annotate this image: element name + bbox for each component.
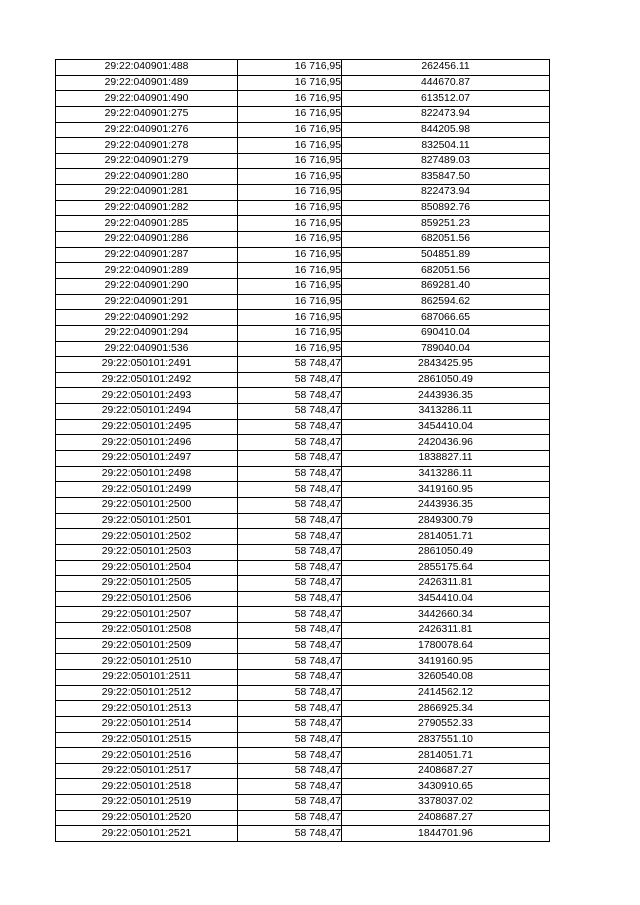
cadastral-number-cell: 29:22:050101:2514 bbox=[56, 716, 238, 732]
cadastral-value-cell: 844205.98 bbox=[342, 122, 550, 138]
table-row bbox=[56, 716, 550, 732]
cadastral-number-cell: 29:22:050101:2508 bbox=[56, 623, 238, 639]
cadastral-value-cell: 3378037.02 bbox=[342, 795, 550, 811]
cadastral-value-cell: 3430910.65 bbox=[342, 779, 550, 795]
area-cell: 58 748,47 bbox=[238, 529, 342, 545]
table-row bbox=[56, 169, 550, 185]
cadastral-value-cell: 504851.89 bbox=[342, 247, 550, 263]
table-row bbox=[56, 153, 550, 169]
cadastral-value-cell: 2414562.12 bbox=[342, 685, 550, 701]
cadastral-number-cell: 29:22:040901:285 bbox=[56, 216, 238, 232]
area-cell: 16 716,95 bbox=[238, 75, 342, 91]
cadastral-number-cell: 29:22:040901:294 bbox=[56, 325, 238, 341]
cadastral-value-cell: 1780078.64 bbox=[342, 638, 550, 654]
table-row bbox=[56, 685, 550, 701]
area-cell: 58 748,47 bbox=[238, 435, 342, 451]
table-row bbox=[56, 341, 550, 357]
area-cell: 16 716,95 bbox=[238, 341, 342, 357]
cadastral-number-cell: 29:22:050101:2504 bbox=[56, 560, 238, 576]
cadastral-number-cell: 29:22:050101:2520 bbox=[56, 810, 238, 826]
cadastral-number-cell: 29:22:050101:2496 bbox=[56, 435, 238, 451]
cadastral-number-cell: 29:22:040901:292 bbox=[56, 310, 238, 326]
table-body bbox=[56, 60, 550, 842]
area-cell: 58 748,47 bbox=[238, 466, 342, 482]
table-row bbox=[56, 451, 550, 467]
cadastral-number-cell: 29:22:050101:2519 bbox=[56, 795, 238, 811]
table-row bbox=[56, 826, 550, 842]
table-row bbox=[56, 763, 550, 779]
cadastral-number-cell: 29:22:050101:2500 bbox=[56, 497, 238, 513]
table-row bbox=[56, 325, 550, 341]
table-row bbox=[56, 122, 550, 138]
cadastral-number-cell: 29:22:050101:2515 bbox=[56, 732, 238, 748]
cadastral-number-cell: 29:22:040901:290 bbox=[56, 278, 238, 294]
cadastral-value-table bbox=[55, 59, 550, 842]
area-cell: 58 748,47 bbox=[238, 560, 342, 576]
area-cell: 58 748,47 bbox=[238, 795, 342, 811]
cadastral-value-cell: 3413286.11 bbox=[342, 466, 550, 482]
area-cell: 16 716,95 bbox=[238, 169, 342, 185]
cadastral-value-cell: 2408687.27 bbox=[342, 810, 550, 826]
cadastral-number-cell: 29:22:040901:291 bbox=[56, 294, 238, 310]
table-row bbox=[56, 732, 550, 748]
table-row bbox=[56, 748, 550, 764]
table-row bbox=[56, 138, 550, 154]
cadastral-number-cell: 29:22:040901:281 bbox=[56, 185, 238, 201]
table-row bbox=[56, 200, 550, 216]
cadastral-value-cell: 835847.50 bbox=[342, 169, 550, 185]
area-cell: 58 748,47 bbox=[238, 576, 342, 592]
table-row bbox=[56, 591, 550, 607]
table-row bbox=[56, 466, 550, 482]
area-cell: 16 716,95 bbox=[238, 60, 342, 76]
table-row bbox=[56, 372, 550, 388]
area-cell: 16 716,95 bbox=[238, 278, 342, 294]
area-cell: 58 748,47 bbox=[238, 607, 342, 623]
cadastral-number-cell: 29:22:040901:280 bbox=[56, 169, 238, 185]
cadastral-number-cell: 29:22:040901:287 bbox=[56, 247, 238, 263]
cadastral-value-cell: 2849300.79 bbox=[342, 513, 550, 529]
cadastral-value-cell: 2861050.49 bbox=[342, 372, 550, 388]
area-cell: 16 716,95 bbox=[238, 247, 342, 263]
area-cell: 16 716,95 bbox=[238, 310, 342, 326]
cadastral-value-cell: 822473.94 bbox=[342, 185, 550, 201]
cadastral-value-cell: 2408687.27 bbox=[342, 763, 550, 779]
cadastral-value-cell: 3419160.95 bbox=[342, 654, 550, 670]
cadastral-number-cell: 29:22:050101:2493 bbox=[56, 388, 238, 404]
cadastral-value-cell: 2855175.64 bbox=[342, 560, 550, 576]
cadastral-number-cell: 29:22:050101:2516 bbox=[56, 748, 238, 764]
area-cell: 58 748,47 bbox=[238, 779, 342, 795]
area-cell: 16 716,95 bbox=[238, 122, 342, 138]
cadastral-number-cell: 29:22:040901:276 bbox=[56, 122, 238, 138]
table-row bbox=[56, 529, 550, 545]
cadastral-value-cell: 690410.04 bbox=[342, 325, 550, 341]
cadastral-number-cell: 29:22:040901:488 bbox=[56, 60, 238, 76]
cadastral-number-cell: 29:22:050101:2513 bbox=[56, 701, 238, 717]
area-cell: 58 748,47 bbox=[238, 544, 342, 560]
table-row bbox=[56, 513, 550, 529]
cadastral-value-cell: 444670.87 bbox=[342, 75, 550, 91]
area-cell: 58 748,47 bbox=[238, 732, 342, 748]
table-row bbox=[56, 623, 550, 639]
area-cell: 58 748,47 bbox=[238, 419, 342, 435]
table-row bbox=[56, 185, 550, 201]
table-row bbox=[56, 638, 550, 654]
cadastral-number-cell: 29:22:050101:2494 bbox=[56, 404, 238, 420]
cadastral-value-cell: 1844701.96 bbox=[342, 826, 550, 842]
cadastral-value-cell: 2420436.96 bbox=[342, 435, 550, 451]
cadastral-number-cell: 29:22:040901:279 bbox=[56, 153, 238, 169]
area-cell: 16 716,95 bbox=[238, 200, 342, 216]
cadastral-value-cell: 3442660.34 bbox=[342, 607, 550, 623]
cadastral-value-cell: 869281.40 bbox=[342, 278, 550, 294]
cadastral-number-cell: 29:22:040901:490 bbox=[56, 91, 238, 107]
area-cell: 58 748,47 bbox=[238, 357, 342, 373]
cadastral-number-cell: 29:22:050101:2509 bbox=[56, 638, 238, 654]
cadastral-number-cell: 29:22:050101:2492 bbox=[56, 372, 238, 388]
table-row bbox=[56, 278, 550, 294]
table-row bbox=[56, 669, 550, 685]
area-cell: 16 716,95 bbox=[238, 263, 342, 279]
table-row bbox=[56, 576, 550, 592]
cadastral-number-cell: 29:22:050101:2503 bbox=[56, 544, 238, 560]
area-cell: 58 748,47 bbox=[238, 404, 342, 420]
area-cell: 58 748,47 bbox=[238, 482, 342, 498]
area-cell: 16 716,95 bbox=[238, 91, 342, 107]
table-row bbox=[56, 560, 550, 576]
table-row bbox=[56, 607, 550, 623]
table-row bbox=[56, 310, 550, 326]
cadastral-number-cell: 29:22:050101:2507 bbox=[56, 607, 238, 623]
cadastral-number-cell: 29:22:050101:2498 bbox=[56, 466, 238, 482]
table-row bbox=[56, 357, 550, 373]
cadastral-value-cell: 822473.94 bbox=[342, 106, 550, 122]
area-cell: 16 716,95 bbox=[238, 232, 342, 248]
cadastral-value-cell: 613512.07 bbox=[342, 91, 550, 107]
cadastral-number-cell: 29:22:050101:2511 bbox=[56, 669, 238, 685]
area-cell: 58 748,47 bbox=[238, 372, 342, 388]
table-row bbox=[56, 232, 550, 248]
area-cell: 16 716,95 bbox=[238, 216, 342, 232]
cadastral-number-cell: 29:22:050101:2510 bbox=[56, 654, 238, 670]
cadastral-number-cell: 29:22:050101:2521 bbox=[56, 826, 238, 842]
cadastral-value-cell: 2843425.95 bbox=[342, 357, 550, 373]
cadastral-value-cell: 2790552.33 bbox=[342, 716, 550, 732]
table-row bbox=[56, 216, 550, 232]
cadastral-number-cell: 29:22:040901:275 bbox=[56, 106, 238, 122]
cadastral-number-cell: 29:22:040901:489 bbox=[56, 75, 238, 91]
cadastral-value-cell: 3413286.11 bbox=[342, 404, 550, 420]
cadastral-value-cell: 862594.62 bbox=[342, 294, 550, 310]
cadastral-number-cell: 29:22:050101:2497 bbox=[56, 451, 238, 467]
cadastral-number-cell: 29:22:050101:2512 bbox=[56, 685, 238, 701]
area-cell: 58 748,47 bbox=[238, 810, 342, 826]
table-row bbox=[56, 247, 550, 263]
cadastral-value-cell: 789040.04 bbox=[342, 341, 550, 357]
cadastral-value-cell: 2443936.35 bbox=[342, 497, 550, 513]
area-cell: 58 748,47 bbox=[238, 497, 342, 513]
area-cell: 58 748,47 bbox=[238, 513, 342, 529]
cadastral-value-cell: 2814051.71 bbox=[342, 748, 550, 764]
cadastral-number-cell: 29:22:050101:2501 bbox=[56, 513, 238, 529]
cadastral-value-cell: 859251.23 bbox=[342, 216, 550, 232]
area-cell: 16 716,95 bbox=[238, 138, 342, 154]
cadastral-number-cell: 29:22:050101:2502 bbox=[56, 529, 238, 545]
area-cell: 58 748,47 bbox=[238, 685, 342, 701]
cadastral-value-cell: 682051.56 bbox=[342, 263, 550, 279]
cadastral-number-cell: 29:22:040901:289 bbox=[56, 263, 238, 279]
table-row bbox=[56, 263, 550, 279]
cadastral-value-cell: 3419160.95 bbox=[342, 482, 550, 498]
cadastral-number-cell: 29:22:050101:2491 bbox=[56, 357, 238, 373]
cadastral-value-cell: 2443936.35 bbox=[342, 388, 550, 404]
area-cell: 16 716,95 bbox=[238, 153, 342, 169]
area-cell: 58 748,47 bbox=[238, 451, 342, 467]
cadastral-value-cell: 3454410.04 bbox=[342, 419, 550, 435]
area-cell: 16 716,95 bbox=[238, 294, 342, 310]
area-cell: 16 716,95 bbox=[238, 325, 342, 341]
cadastral-number-cell: 29:22:050101:2505 bbox=[56, 576, 238, 592]
table-row bbox=[56, 701, 550, 717]
cadastral-number-cell: 29:22:040901:286 bbox=[56, 232, 238, 248]
table-row bbox=[56, 404, 550, 420]
cadastral-value-cell: 687066.65 bbox=[342, 310, 550, 326]
table-row bbox=[56, 388, 550, 404]
area-cell: 16 716,95 bbox=[238, 106, 342, 122]
cadastral-number-cell: 29:22:040901:278 bbox=[56, 138, 238, 154]
area-cell: 58 748,47 bbox=[238, 669, 342, 685]
cadastral-value-cell: 2861050.49 bbox=[342, 544, 550, 560]
cadastral-value-cell: 3260540.08 bbox=[342, 669, 550, 685]
cadastral-number-cell: 29:22:040901:282 bbox=[56, 200, 238, 216]
area-cell: 58 748,47 bbox=[238, 701, 342, 717]
table-row bbox=[56, 60, 550, 76]
area-cell: 58 748,47 bbox=[238, 826, 342, 842]
cadastral-number-cell: 29:22:050101:2518 bbox=[56, 779, 238, 795]
cadastral-value-cell: 2837551.10 bbox=[342, 732, 550, 748]
cadastral-value-cell: 827489.03 bbox=[342, 153, 550, 169]
table-row bbox=[56, 810, 550, 826]
table-row bbox=[56, 435, 550, 451]
cadastral-number-cell: 29:22:050101:2506 bbox=[56, 591, 238, 607]
cadastral-value-cell: 850892.76 bbox=[342, 200, 550, 216]
table-row bbox=[56, 91, 550, 107]
area-cell: 58 748,47 bbox=[238, 388, 342, 404]
table-row bbox=[56, 779, 550, 795]
cadastral-number-cell: 29:22:040901:536 bbox=[56, 341, 238, 357]
cadastral-value-cell: 2866925.34 bbox=[342, 701, 550, 717]
area-cell: 58 748,47 bbox=[238, 591, 342, 607]
table-row bbox=[56, 654, 550, 670]
area-cell: 16 716,95 bbox=[238, 185, 342, 201]
area-cell: 58 748,47 bbox=[238, 654, 342, 670]
cadastral-value-cell: 2426311.81 bbox=[342, 623, 550, 639]
cadastral-value-cell: 682051.56 bbox=[342, 232, 550, 248]
table-row bbox=[56, 544, 550, 560]
area-cell: 58 748,47 bbox=[238, 623, 342, 639]
cadastral-value-cell: 832504.11 bbox=[342, 138, 550, 154]
table-row bbox=[56, 75, 550, 91]
table-row bbox=[56, 795, 550, 811]
area-cell: 58 748,47 bbox=[238, 763, 342, 779]
area-cell: 58 748,47 bbox=[238, 748, 342, 764]
table-row bbox=[56, 106, 550, 122]
cadastral-value-cell: 262456.11 bbox=[342, 60, 550, 76]
cadastral-value-cell: 3454410.04 bbox=[342, 591, 550, 607]
cadastral-value-cell: 2814051.71 bbox=[342, 529, 550, 545]
table-row bbox=[56, 482, 550, 498]
area-cell: 58 748,47 bbox=[238, 716, 342, 732]
cadastral-number-cell: 29:22:050101:2499 bbox=[56, 482, 238, 498]
cadastral-value-cell: 2426311.81 bbox=[342, 576, 550, 592]
table-row bbox=[56, 497, 550, 513]
table-row bbox=[56, 294, 550, 310]
cadastral-number-cell: 29:22:050101:2517 bbox=[56, 763, 238, 779]
cadastral-value-cell: 1838827.11 bbox=[342, 451, 550, 467]
area-cell: 58 748,47 bbox=[238, 638, 342, 654]
cadastral-number-cell: 29:22:050101:2495 bbox=[56, 419, 238, 435]
table-row bbox=[56, 419, 550, 435]
